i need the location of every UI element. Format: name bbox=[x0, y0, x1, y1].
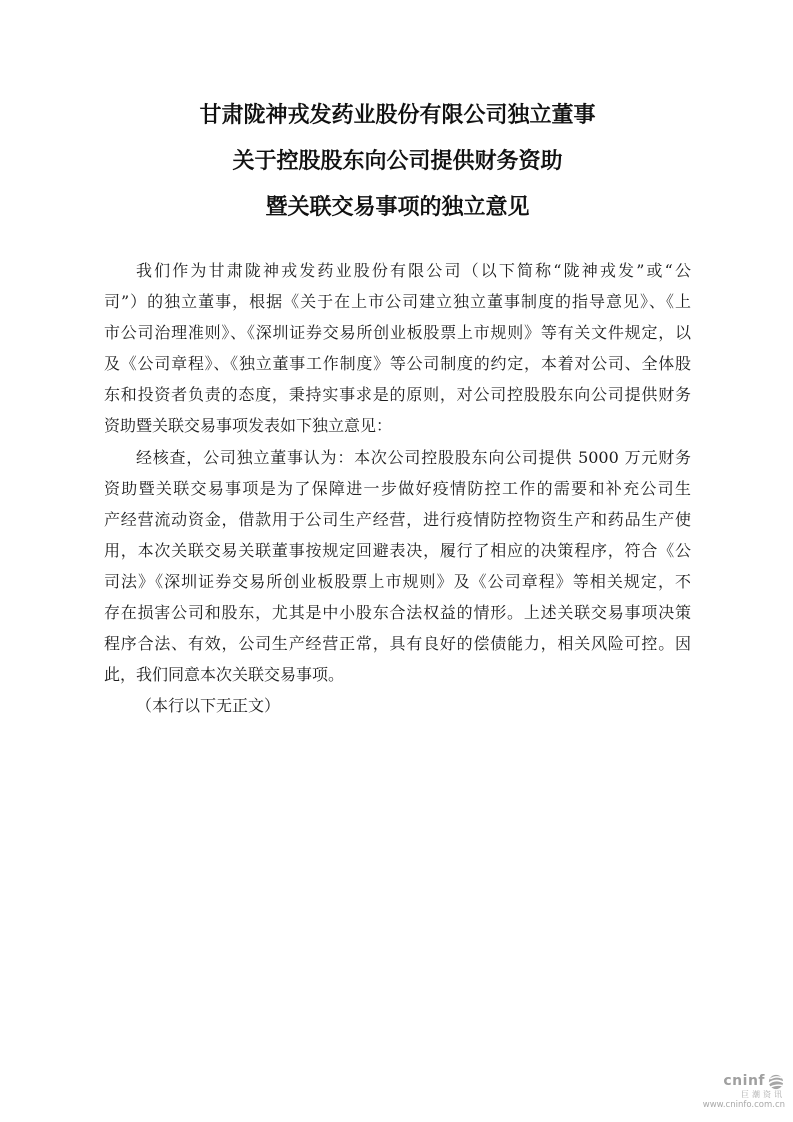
body-text-line: 用，本次关联交易关联董事按规定回避表决，履行了相应的决策程序，符合《公 bbox=[104, 540, 691, 560]
body-text-line: 司法》《深圳证券交易所创业板股票上市规则》及《公司章程》等相关规定，不 bbox=[104, 571, 691, 591]
document-title bbox=[104, 92, 691, 230]
document-body bbox=[104, 255, 691, 721]
body-text-line: 市公司治理准则》、《深圳证券交易所创业板股票上市规则》等有关文件规定，以 bbox=[104, 323, 691, 343]
cninfo-chinese-name: 巨潮资讯 bbox=[741, 1089, 785, 1099]
body-text-line: 产经营流动资金，借款用于公司生产经营，进行疫情防控物资生产和药品生产使 bbox=[104, 509, 691, 529]
body-text-line: 经核查，公司独立董事认为：本次公司控股股东向公司提供 5000 万元财务 bbox=[136, 447, 691, 467]
body-text-line: 程序合法、有效，公司生产经营正常，具有良好的偿债能力，相关风险可控。因 bbox=[104, 634, 691, 654]
cninfo-logo-row bbox=[703, 1074, 785, 1090]
body-text-line: 东和投资者负责的态度，秉持实事求是的原则，对公司控股股东向公司提供财务 bbox=[104, 385, 691, 405]
cninfo-url: www.cninfo.com.cn bbox=[702, 1099, 785, 1110]
cninfo-logo-text: cninf bbox=[723, 1073, 765, 1090]
body-text-line: 资助暨关联交易事项是为了保障进一步做好疫情防控工作的需要和补充公司生 bbox=[104, 478, 691, 498]
document-content bbox=[104, 92, 691, 721]
body-text-line: 司”）的独立董事，根据《关于在上市公司建立独立董事制度的指导意见》、《上 bbox=[104, 292, 691, 312]
body-text-line: 我们作为甘肃陇神戎发药业股份有限公司（以下简称“陇神戎发”或“公 bbox=[136, 261, 691, 280]
body-text-line: 资助暨关联交易事项发表如下独立意见： bbox=[104, 416, 393, 436]
body-text-line: 此，我们同意本次关联交易事项。 bbox=[104, 665, 345, 685]
title-line-1: 甘肃陇神戎发药业股份有限公司独立董事 bbox=[199, 102, 596, 128]
body-text-line: （本行以下无正文） bbox=[136, 696, 281, 716]
cninfo-swirl-icon bbox=[767, 1074, 785, 1090]
cninfo-watermark bbox=[703, 1074, 785, 1110]
title-line-3: 暨关联交易事项的独立意见 bbox=[265, 194, 530, 220]
body-text-line: 及《公司章程》、《独立董事工作制度》等公司制度的约定，本着对公司、全体股 bbox=[104, 354, 691, 374]
body-text-line: 存在损害公司和股东，尤其是中小股东合法权益的情形。上述关联交易事项决策 bbox=[104, 603, 691, 623]
title-line-2: 关于控股股东向公司提供财务资助 bbox=[232, 148, 563, 174]
